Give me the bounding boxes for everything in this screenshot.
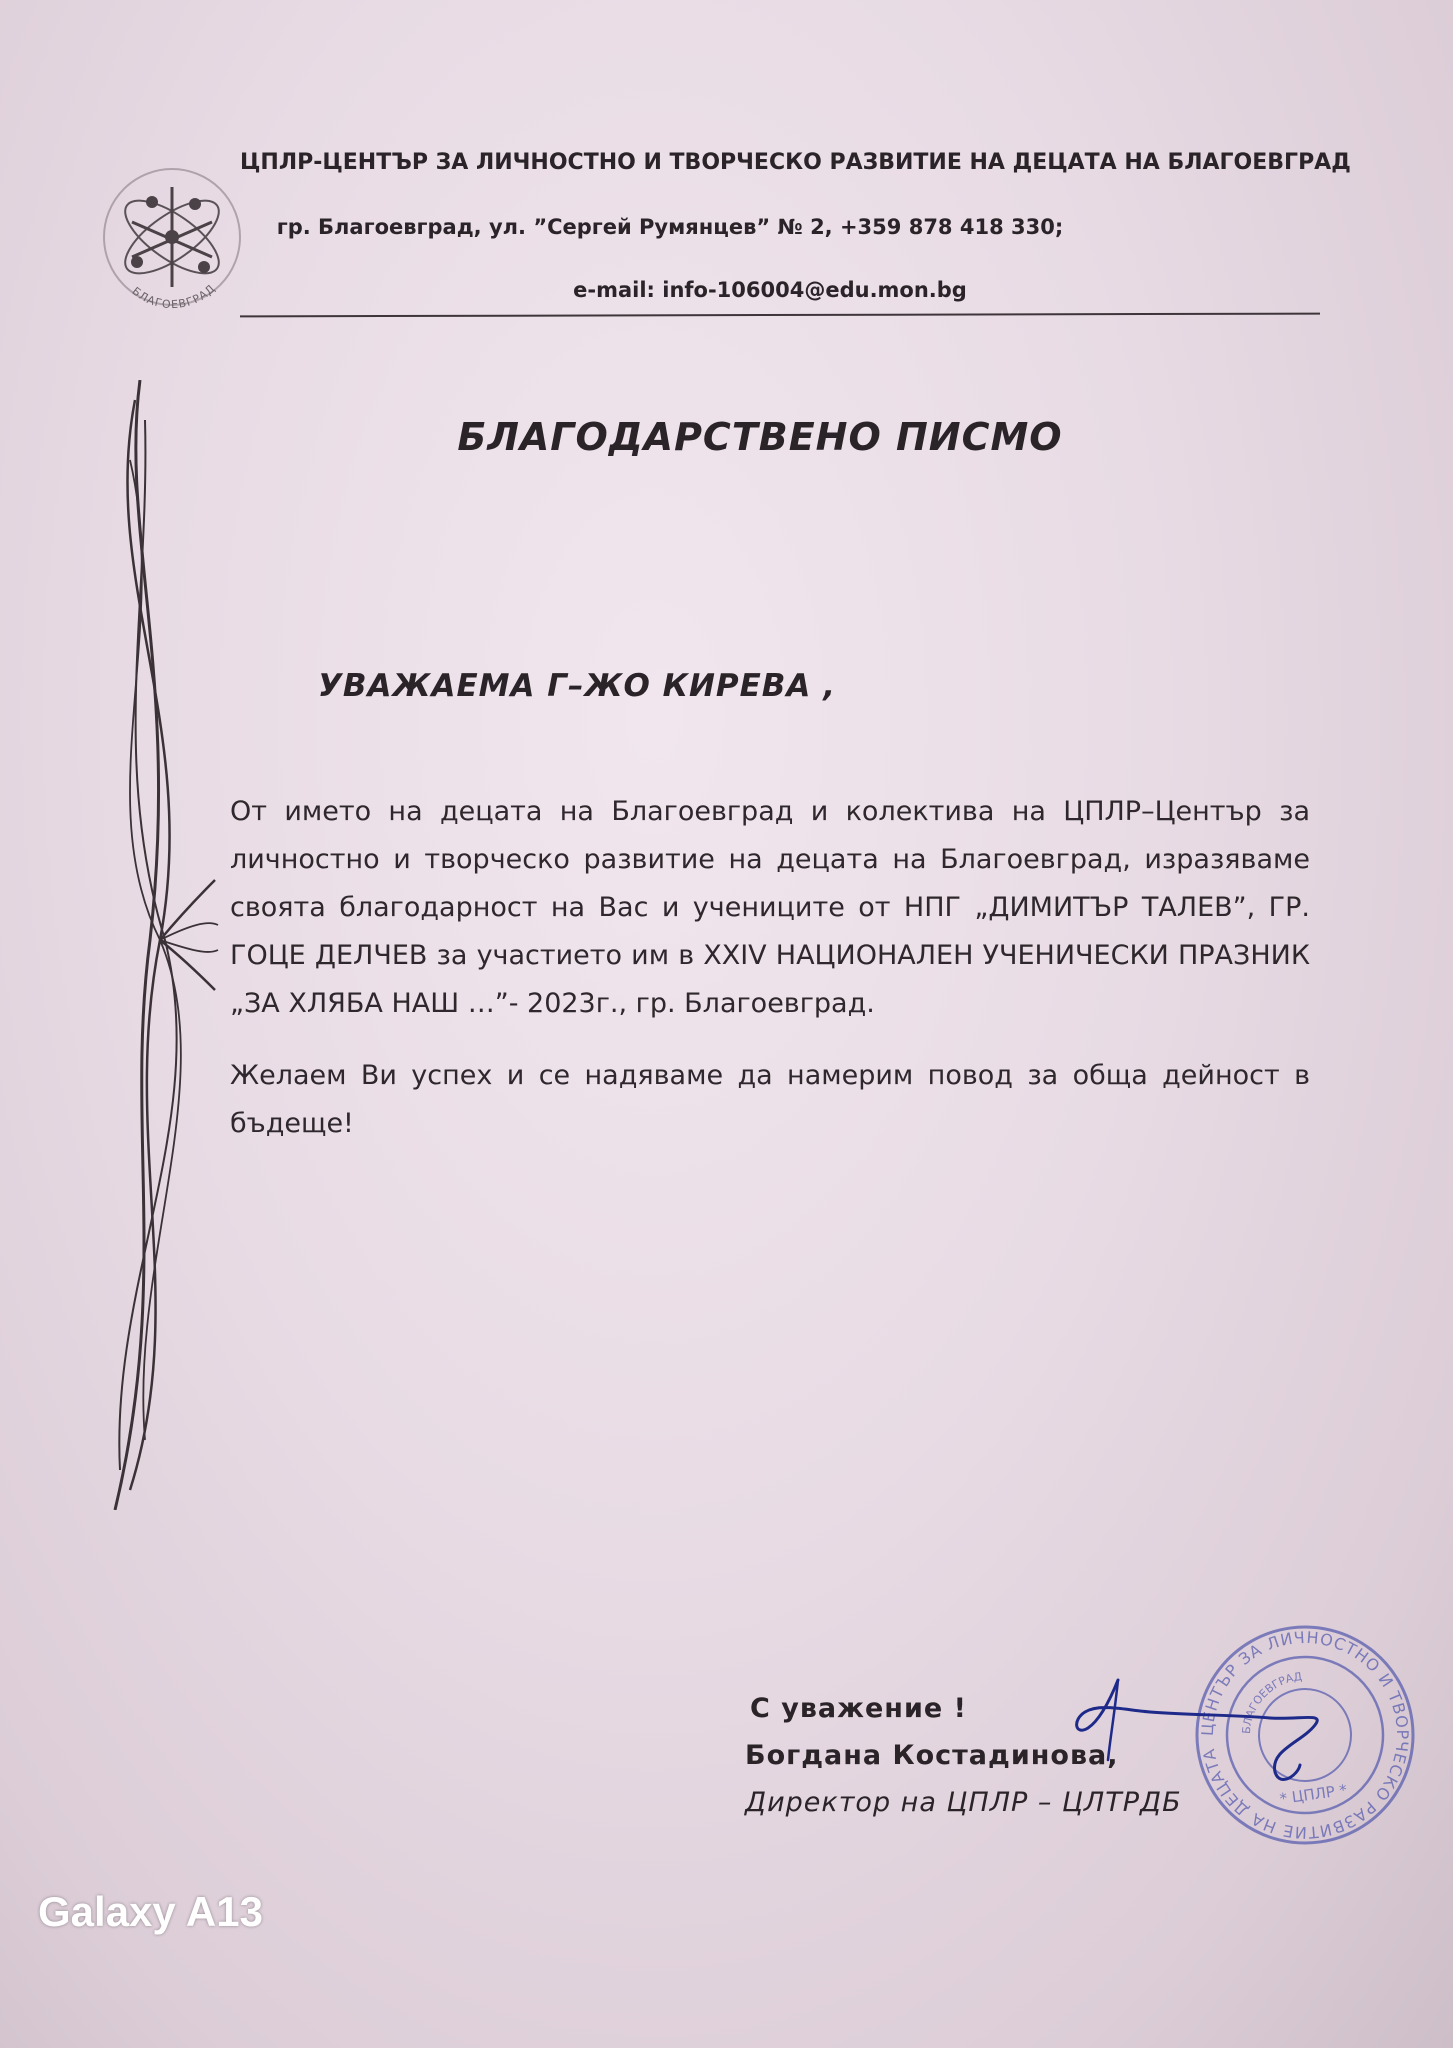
stamp-bottom-text: * ЦПЛР * xyxy=(1278,1780,1349,1809)
organization-logo xyxy=(92,162,252,322)
logo-text: БЛАГОЕВГРАД xyxy=(129,281,219,312)
organization-email: e-mail: info-106004@edu.mon.bg xyxy=(573,278,967,302)
body-paragraph-1: От името на децата на Благоевград и колектива на ЦПЛР–Център за личностно и творческо развитие на децата на Благоевград, изразяваме своята благодарност на Вас и учениците от НПГ „ДИМИТЪР ТАЛЕВ”, ГР. ГОЦЕ ДЕЛЧЕВ за участието им в XXIV НАЦИОНАЛЕН УЧЕНИЧЕСКИ ПРАЗНИК „ЗА ХЛЯБА НАШ …”- 2023г., гр. Благоевград. xyxy=(230,796,1310,1019)
letter-salutation: УВАЖАЕМА Г–ЖО КИРЕВА , xyxy=(318,668,836,704)
body-paragraph-2: Желаем Ви успех и се надяваме да намерим повод за обща дейност в бъдеще! xyxy=(230,1060,1310,1139)
organization-name: ЦПЛР-ЦЕНТЪР ЗА ЛИЧНОСТНО И ТВОРЧЕСКО РАЗВИТИЕ НА ДЕЦАТА НА БЛАГОЕВГРАД xyxy=(240,150,1351,175)
decorative-ornament xyxy=(90,380,220,1510)
stamp-inner-text: БЛАГОЕВГРАД xyxy=(1239,1669,1303,1735)
signer-position: Директор на ЦПЛР – ЦЛТРДБ xyxy=(745,1787,1182,1818)
letter-body xyxy=(230,788,1310,1172)
handwritten-signature xyxy=(1070,1670,1350,1820)
signer-name: Богдана Костадинова, xyxy=(745,1740,1119,1771)
stamp-outer-text: ЦЕНТЪР ЗА ЛИЧНОСТНО И ТВОРЧЕСКО РАЗВИТИЕ НА ДЕЦАТА xyxy=(1197,1627,1413,1843)
closing-greeting: С уважение ! xyxy=(750,1693,967,1724)
organization-address: гр. Благоевград, ул. ”Сергей Румянцев” № 2, +359 878 418 330; xyxy=(276,215,1064,239)
letter-title: БЛАГОДАРСТВЕНО ПИСМО xyxy=(457,415,1063,459)
camera-watermark: Galaxy A13 xyxy=(38,1888,263,1935)
svg-text:БЛАГОЕВГРАД xyxy=(129,282,218,312)
